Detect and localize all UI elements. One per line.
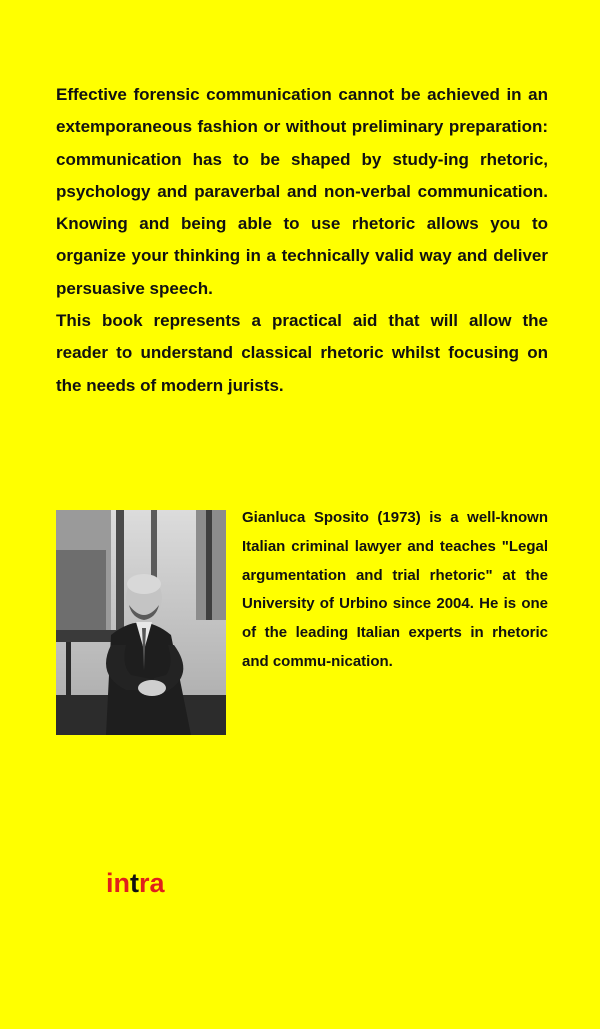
author-bio: Gianluca Sposito (1973) is a well-known Italian criminal lawyer and teaches "Legal argumentation and trial rhetoric" at the University of Urbino since 2004. He is one of the leading Italian experts in rhetoric and commu-nication.	[242, 509, 548, 670]
logo-text-in: in	[106, 868, 130, 898]
logo-text-t: t	[130, 868, 139, 898]
publisher-logo	[106, 866, 165, 900]
author-section	[56, 510, 548, 736]
description-paragraph-1: Effective forensic communication cannot be achieved in an extemporaneous fashion or without preliminary preparation: communication has to be shaped by study-ing rhetoric, psychology and paraverbal and non-verbal communication. Knowing and being able to use rhetoric allows you to organize your thinking in a technically valid way and deliver persuasive speech.	[56, 85, 548, 298]
author-photo	[56, 510, 226, 735]
logo-text-ra: ra	[139, 868, 165, 898]
book-description	[56, 79, 548, 402]
description-paragraph-2: This book represents a practical aid that will allow the reader to understand classical rhetoric whilst focusing on the needs of modern jurists.	[56, 311, 548, 395]
